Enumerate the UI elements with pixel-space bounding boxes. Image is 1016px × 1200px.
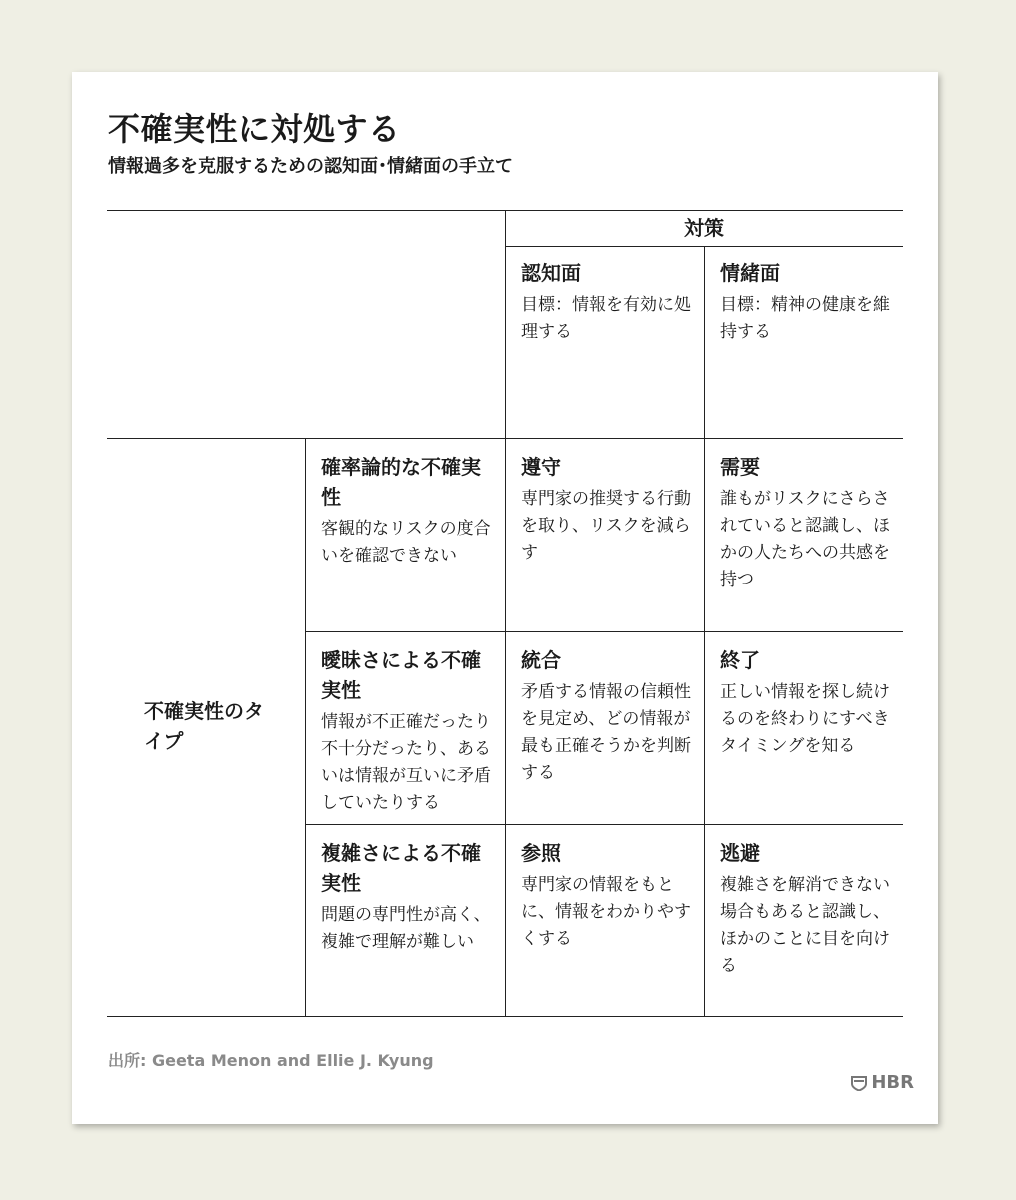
row2-cognitive-desc: 矛盾する情報の信頼性を見定め、どの情報が最も正確そうかを判断する xyxy=(521,682,691,783)
measures-header: 対策 xyxy=(684,216,724,240)
row1-type-desc: 客観的なリスクの度合いを確認できない xyxy=(321,519,491,566)
col-divider-emotional xyxy=(704,246,705,1016)
header-cognitive-goal: 目標：情報を有効に処理する xyxy=(521,295,691,342)
row2-emotional-title: 終了 xyxy=(720,648,760,672)
row3-type-title: 複雑さによる不確実性 xyxy=(321,841,481,895)
page-title: 不確実性に対処する xyxy=(108,110,401,148)
row2-cognitive xyxy=(521,645,695,787)
header-emotional-title: 情緒面 xyxy=(720,261,780,285)
row1-cognitive-title: 遵守 xyxy=(521,455,561,479)
row2-type-title: 曖昧さによる不確実性 xyxy=(321,648,481,702)
hbr-logo-text: HBR xyxy=(871,1072,914,1093)
row2-bottom-rule xyxy=(305,824,903,825)
row3-cognitive-title: 参照 xyxy=(521,841,561,865)
hbr-logo xyxy=(851,1072,914,1093)
header-cognitive xyxy=(521,258,693,346)
source-credit: 出所: Geeta Menon and Ellie J. Kyung xyxy=(108,1051,434,1070)
header-cognitive-title: 認知面 xyxy=(521,261,581,285)
col-divider-type xyxy=(305,438,306,1016)
row3-emotional-desc: 複雑さを解消できない場合もあると認識し、ほかのことに目を向ける xyxy=(720,875,890,976)
row1-bottom-rule xyxy=(305,631,903,632)
row1-cognitive xyxy=(521,452,695,567)
page-subtitle: 情報過多を克服するための認知面･情緒面の手立て xyxy=(108,156,513,177)
table-bottom-rule xyxy=(107,1016,903,1017)
row1-emotional-desc: 誰もがリスクにさらされていると認識し、ほかの人たちへの共感を持つ xyxy=(720,489,890,590)
row2-type xyxy=(321,645,495,817)
row2-cognitive-title: 統合 xyxy=(521,648,561,672)
row1-emotional-title: 需要 xyxy=(720,455,760,479)
row2-type-desc: 情報が不正確だったり不十分だったり、あるいは情報が互いに矛盾していたりする xyxy=(321,712,491,813)
row2-emotional-desc: 正しい情報を探し続けるのを終わりにすべきタイミングを知る xyxy=(720,682,890,756)
row1-emotional xyxy=(720,452,894,594)
row1-type xyxy=(321,452,495,570)
col-divider-cognitive xyxy=(505,210,506,1016)
row1-cognitive-desc: 専門家の推奨する行動を取り、リスクを減らす xyxy=(521,489,691,563)
row3-type xyxy=(321,838,495,956)
row1-type-title: 確率論的な不確実性 xyxy=(321,455,481,509)
row3-cognitive-desc: 専門家の情報をもとに、情報をわかりやすくする xyxy=(521,875,691,949)
infographic-card xyxy=(72,72,938,1124)
row3-cognitive xyxy=(521,838,695,953)
uncertainty-type-label: 不確実性のタイプ xyxy=(144,699,264,753)
header-emotional xyxy=(720,258,892,346)
hbr-shield-icon xyxy=(851,1075,867,1091)
row2-emotional xyxy=(720,645,894,760)
row3-type-desc: 問題の専門性が高く、複雑で理解が難しい xyxy=(321,905,491,952)
header-emotional-goal: 目標：精神の健康を維持する xyxy=(720,295,890,342)
row3-emotional-title: 逃避 xyxy=(720,841,760,865)
row3-emotional xyxy=(720,838,894,980)
